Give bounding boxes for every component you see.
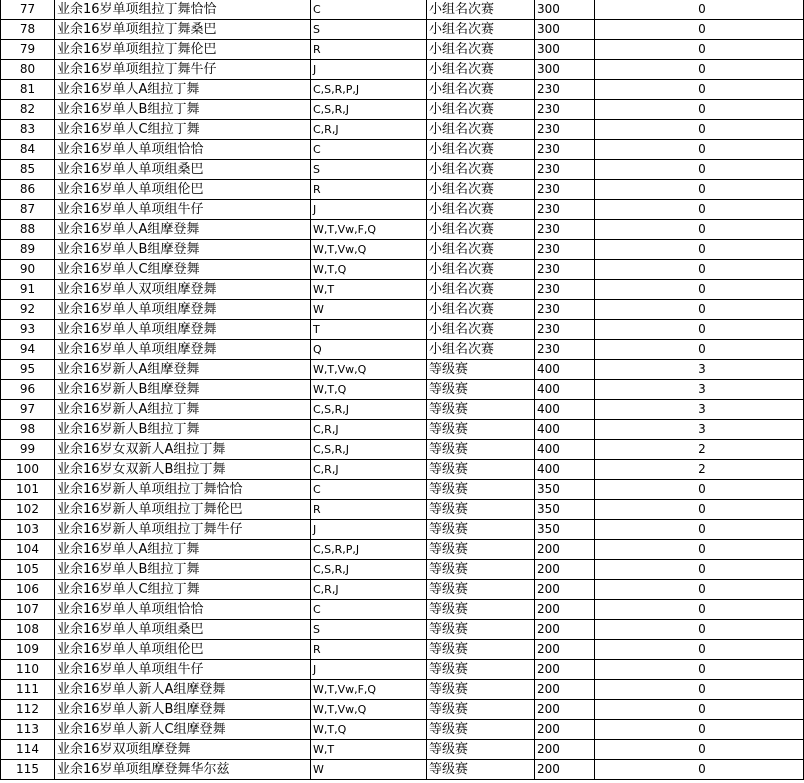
- fee-cell[interactable]: 400: [535, 440, 595, 460]
- row-number-cell[interactable]: 114: [1, 740, 55, 760]
- table-row: [1, 80, 804, 100]
- table-row: [1, 120, 804, 140]
- quantity-cell[interactable]: 0: [595, 200, 804, 220]
- dances-cell[interactable]: R: [311, 640, 427, 660]
- dances-cell[interactable]: W,T,Vw,F,Q: [311, 680, 427, 700]
- fee-cell[interactable]: 200: [535, 700, 595, 720]
- table-row: [1, 360, 804, 380]
- table-row: [1, 540, 804, 560]
- competition-type-cell[interactable]: 等级赛: [427, 740, 535, 760]
- quantity-cell[interactable]: 0: [595, 140, 804, 160]
- quantity-cell[interactable]: 0: [595, 680, 804, 700]
- competition-type-cell[interactable]: 等级赛: [427, 380, 535, 400]
- competition-type-cell[interactable]: 小组名次赛: [427, 240, 535, 260]
- row-number-cell[interactable]: 95: [1, 360, 55, 380]
- fee-cell[interactable]: 230: [535, 340, 595, 360]
- table-row: [1, 240, 804, 260]
- dances-cell[interactable]: C,R,J: [311, 580, 427, 600]
- dances-cell[interactable]: C,S,R,P,J: [311, 540, 427, 560]
- dances-cell[interactable]: J: [311, 520, 427, 540]
- event-name-cell[interactable]: 业余16岁单人B组摩登舞: [55, 240, 311, 260]
- row-number-cell[interactable]: 79: [1, 40, 55, 60]
- dances-cell[interactable]: R: [311, 40, 427, 60]
- quantity-cell[interactable]: 0: [595, 280, 804, 300]
- fee-cell[interactable]: 200: [535, 600, 595, 620]
- quantity-cell[interactable]: 0: [595, 0, 804, 20]
- row-number-cell[interactable]: 106: [1, 580, 55, 600]
- event-name-cell[interactable]: 业余16岁新人单项组拉丁舞伦巴: [55, 500, 311, 520]
- competition-type-cell[interactable]: 小组名次赛: [427, 140, 535, 160]
- competition-type-cell[interactable]: 等级赛: [427, 440, 535, 460]
- row-number-cell[interactable]: 93: [1, 320, 55, 340]
- table-row: [1, 320, 804, 340]
- dances-cell[interactable]: C: [311, 600, 427, 620]
- fee-cell[interactable]: 300: [535, 20, 595, 40]
- dances-cell[interactable]: C,S,R,J: [311, 100, 427, 120]
- competition-type-cell[interactable]: 小组名次赛: [427, 180, 535, 200]
- table-row: [1, 0, 804, 20]
- competition-type-cell[interactable]: 小组名次赛: [427, 80, 535, 100]
- row-number-cell[interactable]: 81: [1, 80, 55, 100]
- dances-cell[interactable]: C,S,R,J: [311, 400, 427, 420]
- table-row: [1, 20, 804, 40]
- row-number-cell[interactable]: 94: [1, 340, 55, 360]
- competition-type-cell[interactable]: 等级赛: [427, 680, 535, 700]
- quantity-cell[interactable]: 0: [595, 80, 804, 100]
- competition-type-cell[interactable]: 小组名次赛: [427, 60, 535, 80]
- table-row: [1, 520, 804, 540]
- quantity-cell[interactable]: 0: [595, 520, 804, 540]
- event-name-cell[interactable]: 业余16岁单人单项组伦巴: [55, 640, 311, 660]
- fee-cell[interactable]: 400: [535, 360, 595, 380]
- row-number-cell[interactable]: 85: [1, 160, 55, 180]
- event-name-cell[interactable]: 业余16岁新人单项组拉丁舞恰恰: [55, 480, 311, 500]
- fee-cell[interactable]: 230: [535, 320, 595, 340]
- row-number-cell[interactable]: 92: [1, 300, 55, 320]
- quantity-cell[interactable]: 0: [595, 260, 804, 280]
- row-number-cell[interactable]: 103: [1, 520, 55, 540]
- event-name-cell[interactable]: 业余16岁单人A组拉丁舞: [55, 540, 311, 560]
- table-row: [1, 180, 804, 200]
- table-row: [1, 640, 804, 660]
- competition-type-cell[interactable]: 等级赛: [427, 400, 535, 420]
- event-table-body: [1, 0, 804, 780]
- table-row: [1, 300, 804, 320]
- quantity-cell[interactable]: 0: [595, 740, 804, 760]
- competition-type-cell[interactable]: 小组名次赛: [427, 100, 535, 120]
- competition-type-cell[interactable]: 小组名次赛: [427, 160, 535, 180]
- table-row: [1, 440, 804, 460]
- table-row: [1, 720, 804, 740]
- row-number-cell[interactable]: 88: [1, 220, 55, 240]
- table-row: [1, 160, 804, 180]
- dances-cell[interactable]: C,S,R,J: [311, 560, 427, 580]
- event-name-cell[interactable]: 业余16岁单人单项组摩登舞: [55, 340, 311, 360]
- table-row: [1, 40, 804, 60]
- competition-type-cell[interactable]: 等级赛: [427, 660, 535, 680]
- table-row: [1, 400, 804, 420]
- quantity-cell[interactable]: 0: [595, 580, 804, 600]
- dances-cell[interactable]: C,S,R,J: [311, 440, 427, 460]
- competition-type-cell[interactable]: 小组名次赛: [427, 220, 535, 240]
- fee-cell[interactable]: 230: [535, 240, 595, 260]
- table-row: [1, 760, 804, 780]
- event-name-cell[interactable]: 业余16岁新人B组摩登舞: [55, 380, 311, 400]
- quantity-cell[interactable]: 3: [595, 400, 804, 420]
- event-name-cell[interactable]: 业余16岁单人C组摩登舞: [55, 260, 311, 280]
- fee-cell[interactable]: 350: [535, 480, 595, 500]
- table-row: [1, 480, 804, 500]
- row-number-cell[interactable]: 86: [1, 180, 55, 200]
- table-row: [1, 740, 804, 760]
- table-row: [1, 100, 804, 120]
- quantity-cell[interactable]: 0: [595, 340, 804, 360]
- quantity-cell[interactable]: 2: [595, 440, 804, 460]
- fee-cell[interactable]: 300: [535, 60, 595, 80]
- event-name-cell[interactable]: 业余16岁单人单项组恰恰: [55, 140, 311, 160]
- event-name-cell[interactable]: 业余16岁单人C组拉丁舞: [55, 120, 311, 140]
- table-row: [1, 260, 804, 280]
- table-row: [1, 140, 804, 160]
- dances-cell[interactable]: W: [311, 760, 427, 780]
- competition-type-cell[interactable]: 小组名次赛: [427, 200, 535, 220]
- quantity-cell[interactable]: 0: [595, 60, 804, 80]
- row-number-cell[interactable]: 83: [1, 120, 55, 140]
- row-number-cell[interactable]: 108: [1, 620, 55, 640]
- row-number-cell[interactable]: 87: [1, 200, 55, 220]
- quantity-cell[interactable]: 0: [595, 240, 804, 260]
- row-number-cell[interactable]: 98: [1, 420, 55, 440]
- fee-cell[interactable]: 230: [535, 100, 595, 120]
- event-name-cell[interactable]: 业余16岁单项组拉丁舞恰恰: [55, 0, 311, 20]
- quantity-cell[interactable]: 0: [595, 120, 804, 140]
- fee-cell[interactable]: 400: [535, 400, 595, 420]
- table-row: [1, 680, 804, 700]
- row-number-cell[interactable]: 110: [1, 660, 55, 680]
- row-number-cell[interactable]: 109: [1, 640, 55, 660]
- event-name-cell[interactable]: 业余16岁双项组摩登舞: [55, 740, 311, 760]
- dances-cell[interactable]: W,T,Vw,F,Q: [311, 220, 427, 240]
- event-name-cell[interactable]: 业余16岁单人单项组牛仔: [55, 200, 311, 220]
- competition-type-cell[interactable]: 等级赛: [427, 540, 535, 560]
- competition-type-cell[interactable]: 等级赛: [427, 720, 535, 740]
- fee-cell[interactable]: 200: [535, 660, 595, 680]
- competition-type-cell[interactable]: 小组名次赛: [427, 280, 535, 300]
- quantity-cell[interactable]: 0: [595, 500, 804, 520]
- row-number-cell[interactable]: 113: [1, 720, 55, 740]
- competition-type-cell[interactable]: 等级赛: [427, 620, 535, 640]
- dances-cell[interactable]: W,T,Q: [311, 720, 427, 740]
- fee-cell[interactable]: 230: [535, 200, 595, 220]
- table-row: [1, 60, 804, 80]
- fee-cell[interactable]: 230: [535, 300, 595, 320]
- quantity-cell[interactable]: 0: [595, 40, 804, 60]
- competition-type-cell[interactable]: 等级赛: [427, 420, 535, 440]
- competition-type-cell[interactable]: 等级赛: [427, 560, 535, 580]
- dances-cell[interactable]: W,T: [311, 740, 427, 760]
- event-name-cell[interactable]: 业余16岁新人A组拉丁舞: [55, 400, 311, 420]
- row-number-cell[interactable]: 115: [1, 760, 55, 780]
- competition-type-cell[interactable]: 等级赛: [427, 460, 535, 480]
- fee-cell[interactable]: 350: [535, 520, 595, 540]
- event-name-cell[interactable]: 业余16岁单人新人A组摩登舞: [55, 680, 311, 700]
- quantity-cell[interactable]: 0: [595, 540, 804, 560]
- event-name-cell[interactable]: 业余16岁新人单项组拉丁舞牛仔: [55, 520, 311, 540]
- row-number-cell[interactable]: 105: [1, 560, 55, 580]
- competition-type-cell[interactable]: 小组名次赛: [427, 300, 535, 320]
- event-name-cell[interactable]: 业余16岁单人B组拉丁舞: [55, 560, 311, 580]
- dances-cell[interactable]: C,R,J: [311, 120, 427, 140]
- quantity-cell[interactable]: 0: [595, 180, 804, 200]
- dances-cell[interactable]: C,S,R,P,J: [311, 80, 427, 100]
- row-number-cell[interactable]: 78: [1, 20, 55, 40]
- fee-cell[interactable]: 230: [535, 80, 595, 100]
- row-number-cell[interactable]: 80: [1, 60, 55, 80]
- dances-cell[interactable]: J: [311, 60, 427, 80]
- fee-cell[interactable]: 400: [535, 460, 595, 480]
- dances-cell[interactable]: C: [311, 140, 427, 160]
- table-row: [1, 460, 804, 480]
- quantity-cell[interactable]: 0: [595, 720, 804, 740]
- competition-type-cell[interactable]: 等级赛: [427, 700, 535, 720]
- event-name-cell[interactable]: 业余16岁女双新人B组拉丁舞: [55, 460, 311, 480]
- competition-type-cell[interactable]: 等级赛: [427, 580, 535, 600]
- quantity-cell[interactable]: 0: [595, 760, 804, 780]
- fee-cell[interactable]: 300: [535, 0, 595, 20]
- row-number-cell[interactable]: 100: [1, 460, 55, 480]
- event-name-cell[interactable]: 业余16岁单人单项组牛仔: [55, 660, 311, 680]
- event-name-cell[interactable]: 业余16岁女双新人A组拉丁舞: [55, 440, 311, 460]
- quantity-cell[interactable]: 0: [595, 660, 804, 680]
- table-row: [1, 220, 804, 240]
- fee-cell[interactable]: 230: [535, 140, 595, 160]
- competition-type-cell[interactable]: 小组名次赛: [427, 20, 535, 40]
- dances-cell[interactable]: T: [311, 320, 427, 340]
- competition-type-cell[interactable]: 等级赛: [427, 480, 535, 500]
- fee-cell[interactable]: 200: [535, 720, 595, 740]
- event-name-cell[interactable]: 业余16岁单项组拉丁舞伦巴: [55, 40, 311, 60]
- table-row: [1, 580, 804, 600]
- dances-cell[interactable]: W,T,Vw,Q: [311, 700, 427, 720]
- quantity-cell[interactable]: 0: [595, 600, 804, 620]
- table-row: [1, 700, 804, 720]
- competition-type-cell[interactable]: 小组名次赛: [427, 0, 535, 20]
- event-name-cell[interactable]: 业余16岁单人单项组摩登舞: [55, 300, 311, 320]
- quantity-cell[interactable]: 2: [595, 460, 804, 480]
- dances-cell[interactable]: J: [311, 660, 427, 680]
- quantity-cell[interactable]: 0: [595, 560, 804, 580]
- fee-cell[interactable]: 200: [535, 580, 595, 600]
- dances-cell[interactable]: W,T: [311, 280, 427, 300]
- fee-cell[interactable]: 230: [535, 260, 595, 280]
- dances-cell[interactable]: S: [311, 160, 427, 180]
- table-row: [1, 560, 804, 580]
- dances-cell[interactable]: W,T,Vw,Q: [311, 240, 427, 260]
- dances-cell[interactable]: W,T,Q: [311, 260, 427, 280]
- fee-cell[interactable]: 230: [535, 180, 595, 200]
- competition-type-cell[interactable]: 等级赛: [427, 360, 535, 380]
- row-number-cell[interactable]: 91: [1, 280, 55, 300]
- event-name-cell[interactable]: 业余16岁单项组摩登舞华尔兹: [55, 760, 311, 780]
- event-name-cell[interactable]: 业余16岁新人B组拉丁舞: [55, 420, 311, 440]
- fee-cell[interactable]: 400: [535, 420, 595, 440]
- quantity-cell[interactable]: 3: [595, 360, 804, 380]
- table-row: [1, 420, 804, 440]
- row-number-cell[interactable]: 112: [1, 700, 55, 720]
- table-row: [1, 660, 804, 680]
- row-number-cell[interactable]: 97: [1, 400, 55, 420]
- fee-cell[interactable]: 200: [535, 760, 595, 780]
- event-name-cell[interactable]: 业余16岁单人A组摩登舞: [55, 220, 311, 240]
- dances-cell[interactable]: Q: [311, 340, 427, 360]
- dances-cell[interactable]: S: [311, 620, 427, 640]
- fee-cell[interactable]: 230: [535, 220, 595, 240]
- fee-cell[interactable]: 300: [535, 40, 595, 60]
- row-number-cell[interactable]: 102: [1, 500, 55, 520]
- competition-type-cell[interactable]: 小组名次赛: [427, 120, 535, 140]
- dances-cell[interactable]: C,R,J: [311, 420, 427, 440]
- event-name-cell[interactable]: 业余16岁单人双项组摩登舞: [55, 280, 311, 300]
- table-row: [1, 620, 804, 640]
- dances-cell[interactable]: R: [311, 180, 427, 200]
- competition-type-cell[interactable]: 等级赛: [427, 760, 535, 780]
- quantity-cell[interactable]: 0: [595, 320, 804, 340]
- competition-type-cell[interactable]: 等级赛: [427, 520, 535, 540]
- event-name-cell[interactable]: 业余16岁单项组拉丁舞桑巴: [55, 20, 311, 40]
- fee-cell[interactable]: 200: [535, 540, 595, 560]
- quantity-cell[interactable]: 0: [595, 620, 804, 640]
- row-number-cell[interactable]: 90: [1, 260, 55, 280]
- fee-cell[interactable]: 230: [535, 280, 595, 300]
- fee-cell[interactable]: 200: [535, 640, 595, 660]
- fee-cell[interactable]: 400: [535, 380, 595, 400]
- row-number-cell[interactable]: 77: [1, 0, 55, 20]
- dances-cell[interactable]: R: [311, 500, 427, 520]
- event-name-cell[interactable]: 业余16岁新人A组摩登舞: [55, 360, 311, 380]
- quantity-cell[interactable]: 0: [595, 480, 804, 500]
- dances-cell[interactable]: C: [311, 480, 427, 500]
- row-number-cell[interactable]: 104: [1, 540, 55, 560]
- dances-cell[interactable]: J: [311, 200, 427, 220]
- table-row: [1, 500, 804, 520]
- quantity-cell[interactable]: 0: [595, 300, 804, 320]
- table-row: [1, 380, 804, 400]
- dances-cell[interactable]: W,T,Vw,Q: [311, 360, 427, 380]
- fee-cell[interactable]: 200: [535, 560, 595, 580]
- competition-type-cell[interactable]: 等级赛: [427, 600, 535, 620]
- row-number-cell[interactable]: 82: [1, 100, 55, 120]
- competition-type-cell[interactable]: 小组名次赛: [427, 260, 535, 280]
- dances-cell[interactable]: S: [311, 20, 427, 40]
- fee-cell[interactable]: 200: [535, 680, 595, 700]
- row-number-cell[interactable]: 101: [1, 480, 55, 500]
- fee-cell[interactable]: 350: [535, 500, 595, 520]
- fee-cell[interactable]: 230: [535, 160, 595, 180]
- row-number-cell[interactable]: 99: [1, 440, 55, 460]
- event-name-cell[interactable]: 业余16岁单人新人B组摩登舞: [55, 700, 311, 720]
- dances-cell[interactable]: C,R,J: [311, 460, 427, 480]
- table-row: [1, 200, 804, 220]
- event-name-cell[interactable]: 业余16岁单人单项组桑巴: [55, 160, 311, 180]
- dances-cell[interactable]: C: [311, 0, 427, 20]
- table-row: [1, 280, 804, 300]
- event-name-cell[interactable]: 业余16岁单人单项组伦巴: [55, 180, 311, 200]
- event-name-cell[interactable]: 业余16岁单人单项组恰恰: [55, 600, 311, 620]
- event-name-cell[interactable]: 业余16岁单项组拉丁舞牛仔: [55, 60, 311, 80]
- event-name-cell[interactable]: 业余16岁单人新人C组摩登舞: [55, 720, 311, 740]
- quantity-cell[interactable]: 0: [595, 700, 804, 720]
- competition-type-cell[interactable]: 等级赛: [427, 640, 535, 660]
- competition-type-cell[interactable]: 小组名次赛: [427, 40, 535, 60]
- event-name-cell[interactable]: 业余16岁单人B组拉丁舞: [55, 100, 311, 120]
- table-row: [1, 340, 804, 360]
- quantity-cell[interactable]: 0: [595, 640, 804, 660]
- table-row: [1, 600, 804, 620]
- event-name-cell[interactable]: 业余16岁单人单项组摩登舞: [55, 320, 311, 340]
- row-number-cell[interactable]: 89: [1, 240, 55, 260]
- row-number-cell[interactable]: 96: [1, 380, 55, 400]
- fee-cell[interactable]: 200: [535, 620, 595, 640]
- quantity-cell[interactable]: 3: [595, 380, 804, 400]
- row-number-cell[interactable]: 107: [1, 600, 55, 620]
- quantity-cell[interactable]: 0: [595, 100, 804, 120]
- fee-cell[interactable]: 200: [535, 740, 595, 760]
- competition-type-cell[interactable]: 等级赛: [427, 500, 535, 520]
- dances-cell[interactable]: W,T,Q: [311, 380, 427, 400]
- competition-type-cell[interactable]: 小组名次赛: [427, 340, 535, 360]
- row-number-cell[interactable]: 111: [1, 680, 55, 700]
- quantity-cell[interactable]: 0: [595, 220, 804, 240]
- dances-cell[interactable]: W: [311, 300, 427, 320]
- event-name-cell[interactable]: 业余16岁单人A组拉丁舞: [55, 80, 311, 100]
- row-number-cell[interactable]: 84: [1, 140, 55, 160]
- event-name-cell[interactable]: 业余16岁单人单项组桑巴: [55, 620, 311, 640]
- fee-cell[interactable]: 230: [535, 120, 595, 140]
- quantity-cell[interactable]: 3: [595, 420, 804, 440]
- quantity-cell[interactable]: 0: [595, 20, 804, 40]
- competition-type-cell[interactable]: 小组名次赛: [427, 320, 535, 340]
- event-name-cell[interactable]: 业余16岁单人C组拉丁舞: [55, 580, 311, 600]
- quantity-cell[interactable]: 0: [595, 160, 804, 180]
